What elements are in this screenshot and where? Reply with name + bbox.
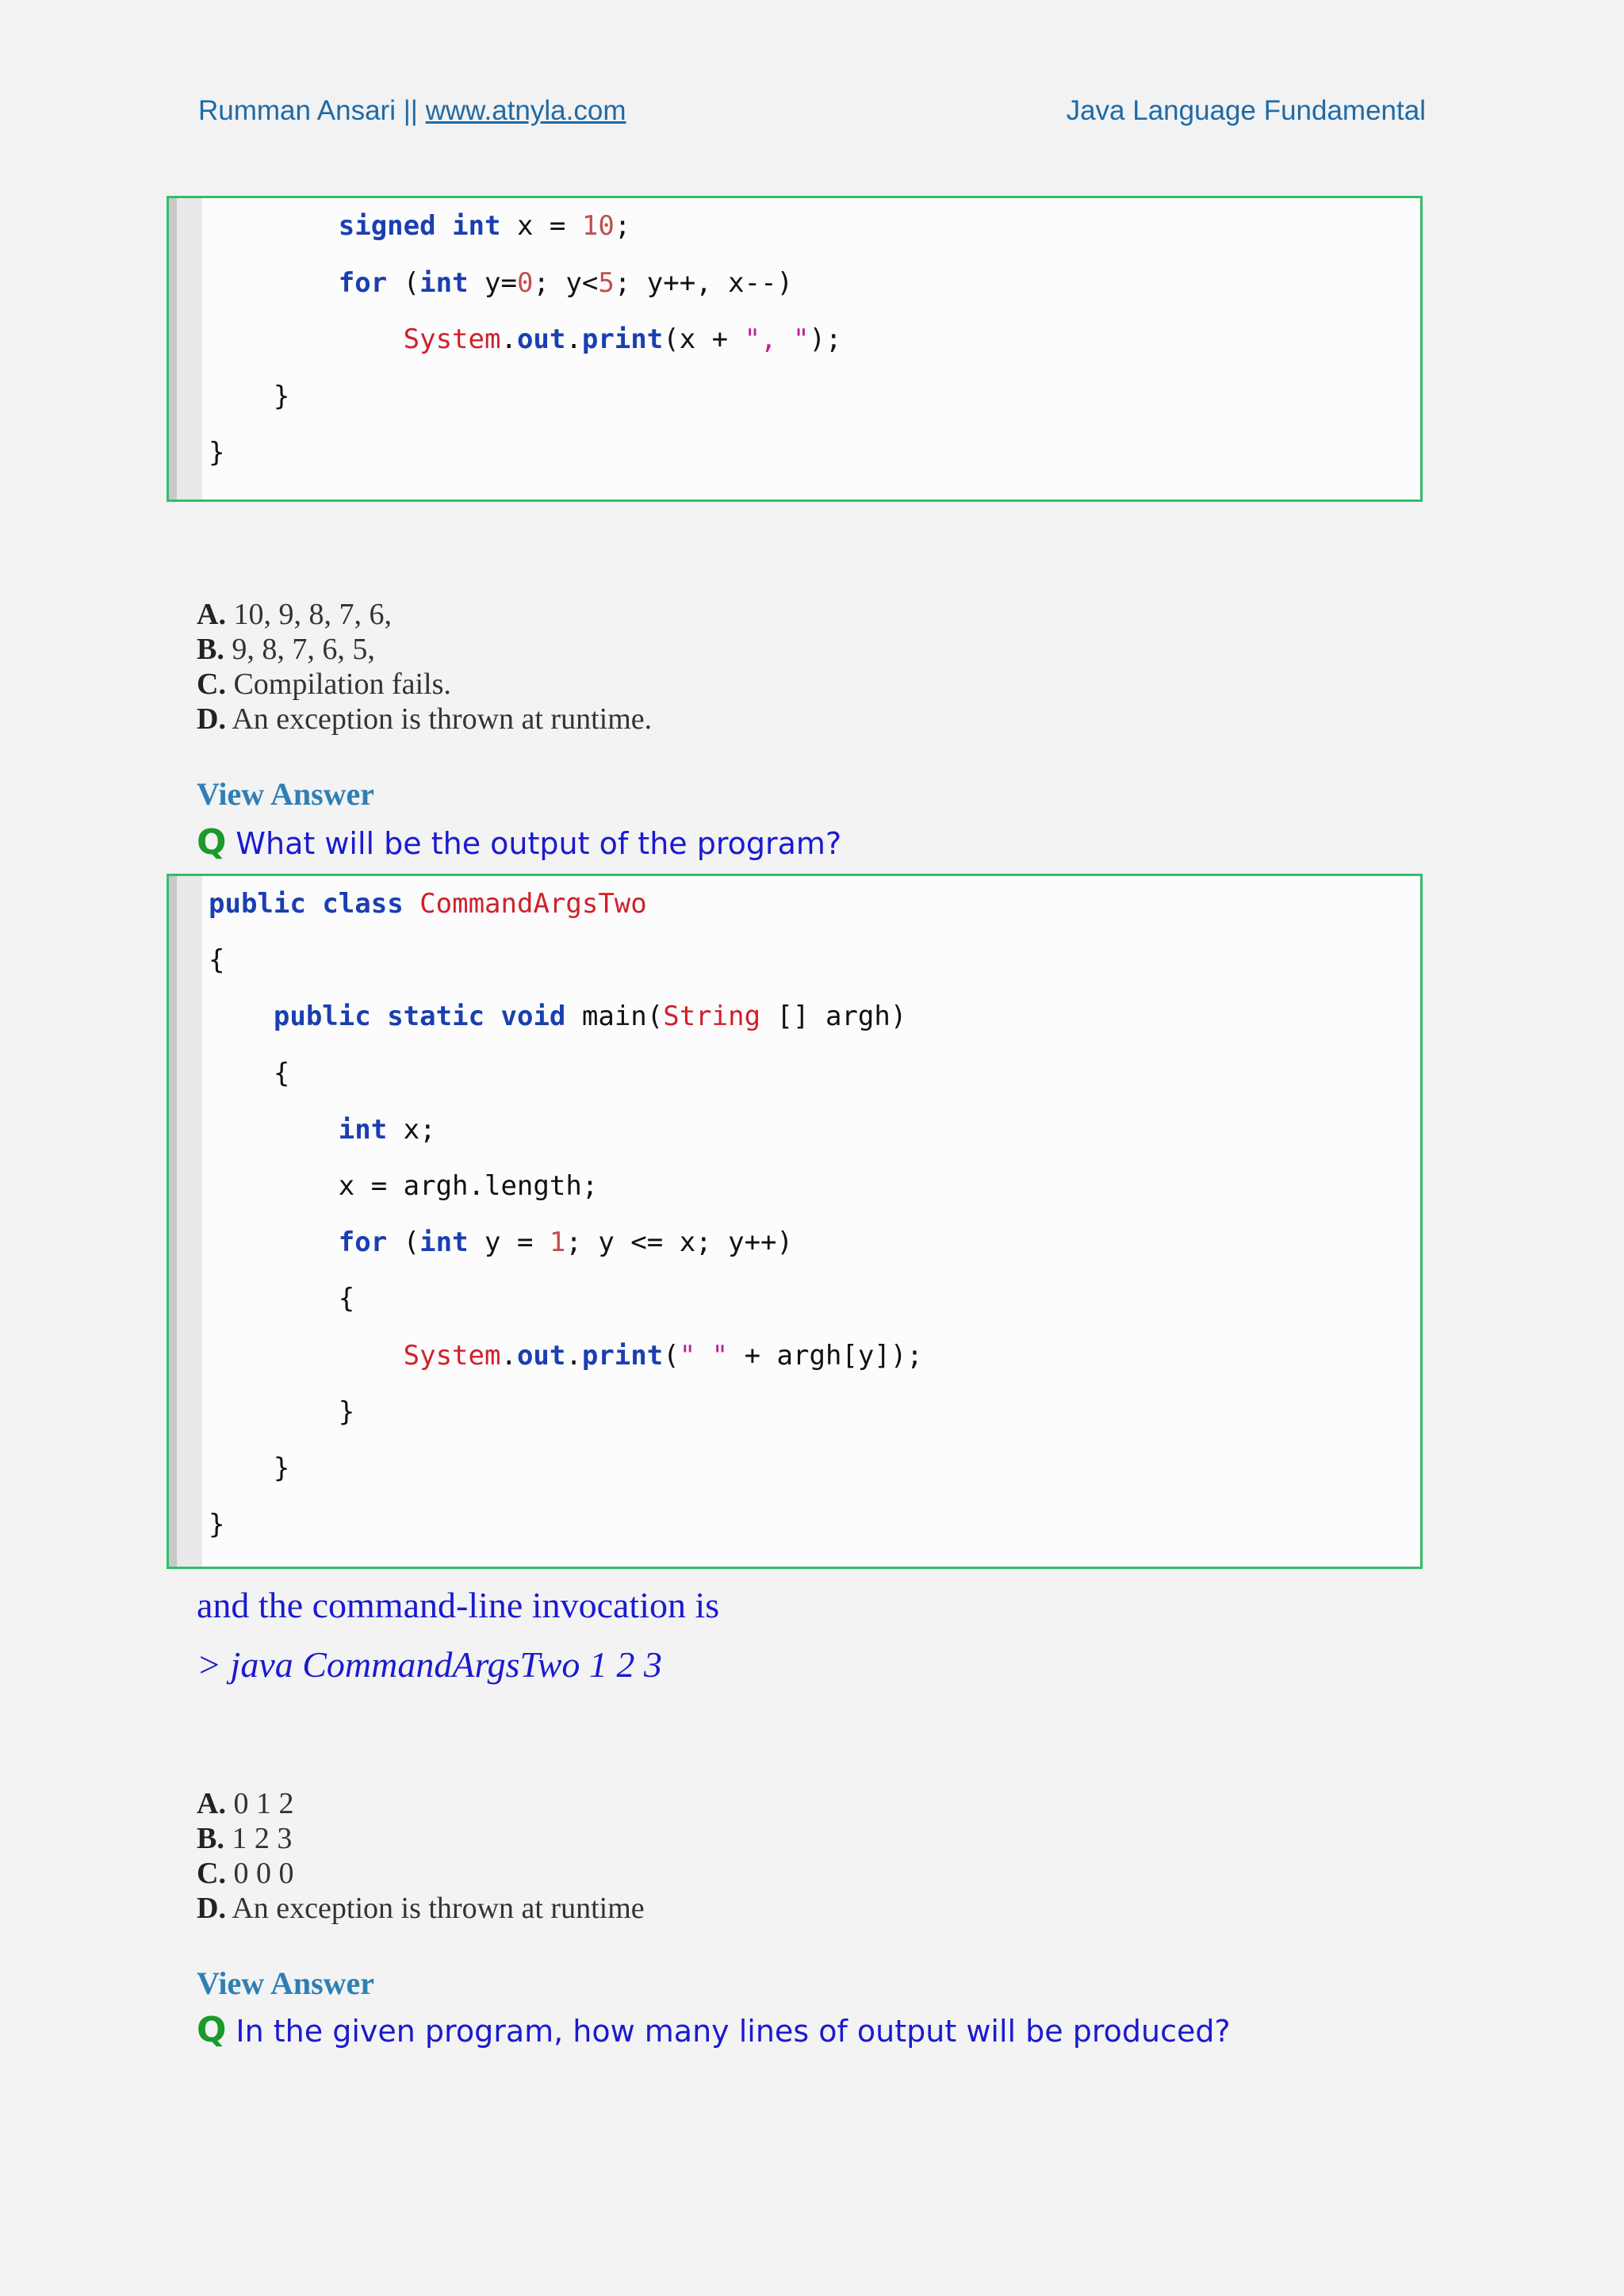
- code-line: [209, 1058, 289, 1089]
- code-token: }: [209, 1509, 225, 1541]
- option-text: Compilation fails.: [225, 668, 451, 701]
- code-line: [209, 1170, 598, 1202]
- option-item: [197, 1786, 645, 1821]
- code-indent: [209, 1340, 404, 1372]
- option-letter: A.: [197, 1787, 226, 1820]
- code-token: [371, 1001, 387, 1032]
- option-item: [197, 1856, 645, 1891]
- code-block-2: [167, 874, 1423, 1569]
- invocation-command: > java CommandArgsTwo 1 2 3: [197, 1644, 662, 1685]
- code-line: [209, 888, 647, 920]
- code-line: [209, 1340, 923, 1372]
- view-answer-button-2[interactable]: View Answer: [197, 1965, 375, 2001]
- code-token: void: [500, 1001, 566, 1033]
- option-text: 10, 9, 8, 7, 6,: [225, 598, 392, 631]
- code-token: {: [209, 944, 225, 977]
- question-3: [197, 2010, 1231, 2050]
- code-line: [209, 1283, 354, 1314]
- code-token: [485, 1001, 500, 1032]
- code-token: );: [809, 323, 842, 355]
- code-indent: [209, 1001, 274, 1032]
- code-token: System: [403, 323, 501, 355]
- code-token: out: [516, 1339, 566, 1372]
- code-token: " ": [679, 1339, 729, 1372]
- code-token: }: [209, 437, 225, 469]
- question-2: [197, 822, 841, 863]
- code-token: signed: [338, 210, 436, 242]
- code-line: [209, 323, 841, 355]
- code-token: (: [387, 266, 420, 299]
- code-token: ; y <= x; y++): [565, 1226, 793, 1259]
- code-token: int: [419, 266, 469, 299]
- code-indent: [209, 267, 339, 299]
- code-token: x =: [500, 210, 582, 242]
- code-line: [209, 437, 224, 469]
- code-token: 0: [516, 266, 534, 299]
- option-letter: D.: [197, 1892, 226, 1925]
- code-token: }: [273, 380, 290, 412]
- question-marker: Q: [197, 822, 227, 863]
- code-block-1: [167, 196, 1423, 502]
- code-token: }: [273, 1452, 290, 1484]
- code-gutter: [169, 198, 202, 499]
- code-token: public: [273, 1001, 371, 1033]
- author-name: Rumman Ansari ||: [198, 95, 426, 126]
- option-letter: B.: [197, 633, 224, 666]
- code-indent: [209, 323, 404, 355]
- code-token: {: [338, 1283, 355, 1315]
- code-line: [209, 267, 793, 299]
- invocation-intro: and the command-line invocation is: [197, 1585, 720, 1625]
- code-token: System: [403, 1339, 501, 1372]
- code-line: [209, 210, 630, 242]
- code-token: .: [500, 1339, 517, 1372]
- header-topic: Java Language Fundamental: [1066, 95, 1426, 126]
- code-indent: [209, 1283, 339, 1314]
- code-token: ", ": [744, 323, 810, 355]
- code-line: [209, 1001, 906, 1032]
- option-letter: B.: [197, 1822, 224, 1855]
- code-line: [209, 1226, 793, 1258]
- option-letter: D.: [197, 702, 226, 736]
- option-letter: A.: [197, 598, 226, 631]
- view-answer-button-1[interactable]: View Answer: [197, 776, 375, 812]
- code-indent: [209, 210, 339, 242]
- code-token: class: [322, 888, 404, 920]
- code-token: {: [273, 1057, 290, 1089]
- question-marker: Q: [197, 2010, 227, 2050]
- code-token: + argh[y]);: [728, 1339, 923, 1372]
- code-token: }: [338, 1395, 355, 1428]
- code-token: (: [663, 1339, 680, 1372]
- code-token: for: [338, 1226, 388, 1259]
- option-item: [197, 667, 652, 702]
- code-indent: [209, 1058, 274, 1089]
- option-item: [197, 632, 652, 667]
- option-text: An exception is thrown at runtime.: [225, 702, 653, 736]
- option-text: 0 0 0: [225, 1857, 294, 1890]
- code-line: [209, 944, 224, 976]
- code-line: [209, 1452, 289, 1484]
- code-token: .: [565, 1339, 582, 1372]
- option-text: 9, 8, 7, 6, 5,: [224, 633, 375, 666]
- code-line: [209, 381, 289, 412]
- code-token: 5: [598, 266, 615, 299]
- code-token: print: [581, 323, 664, 355]
- option-item: [197, 597, 652, 632]
- code-token: String: [663, 1001, 761, 1033]
- code-line: [209, 1114, 436, 1146]
- code-indent: [209, 381, 274, 412]
- option-item: [197, 1891, 645, 1926]
- option-text: 0 1 2: [225, 1787, 294, 1820]
- code-token: ; y<: [533, 266, 599, 299]
- code-token: .: [565, 323, 582, 355]
- code-token: for: [338, 266, 388, 299]
- code-indent: [209, 1114, 339, 1146]
- code-line: [209, 1509, 224, 1540]
- code-token: (x +: [663, 323, 745, 355]
- code-token: [306, 888, 322, 920]
- code-token: print: [581, 1339, 664, 1372]
- code-indent: [209, 1396, 339, 1428]
- code-indent: [209, 1226, 339, 1258]
- code-token: (: [387, 1226, 420, 1259]
- code-token: y=: [468, 266, 517, 299]
- option-letter: C.: [197, 668, 226, 701]
- code-token: out: [516, 323, 566, 355]
- code-token: [404, 888, 419, 920]
- header-author: [198, 95, 626, 127]
- options-list-1: [197, 597, 652, 737]
- code-token: x = argh.length;: [338, 1170, 599, 1202]
- code-token: public: [209, 888, 306, 920]
- option-text: 1 2 3: [224, 1822, 293, 1855]
- option-item: [197, 702, 652, 737]
- code-token: int: [419, 1226, 469, 1259]
- code-token: 1: [549, 1226, 566, 1259]
- code-token: CommandArgsTwo: [419, 888, 647, 920]
- site-link[interactable]: www.atnyla.com: [425, 95, 626, 126]
- options-list-2: [197, 1786, 645, 1926]
- code-token: static: [387, 1001, 485, 1033]
- question-text: What will be the output of the program?: [236, 826, 842, 861]
- code-token: [436, 210, 452, 242]
- code-line: [209, 1396, 354, 1428]
- code-token: ; y++, x--): [614, 266, 794, 299]
- code-token: [] argh): [760, 1001, 907, 1033]
- code-token: .: [500, 323, 517, 355]
- code-token: x;: [387, 1113, 436, 1146]
- code-token: ;: [614, 210, 631, 242]
- option-text: An exception is thrown at runtime: [225, 1892, 645, 1925]
- code-token: int: [338, 1113, 388, 1146]
- question-text: In the given program, how many lines of output will be produced?: [236, 2014, 1231, 2049]
- code-token: y =: [468, 1226, 550, 1259]
- code-indent: [209, 1452, 274, 1484]
- option-letter: C.: [197, 1857, 226, 1890]
- code-token: 10: [581, 210, 615, 242]
- code-indent: [209, 1170, 339, 1202]
- code-gutter: [169, 876, 202, 1567]
- code-token: int: [452, 210, 501, 242]
- option-item: [197, 1821, 645, 1856]
- code-token: main(: [565, 1001, 664, 1033]
